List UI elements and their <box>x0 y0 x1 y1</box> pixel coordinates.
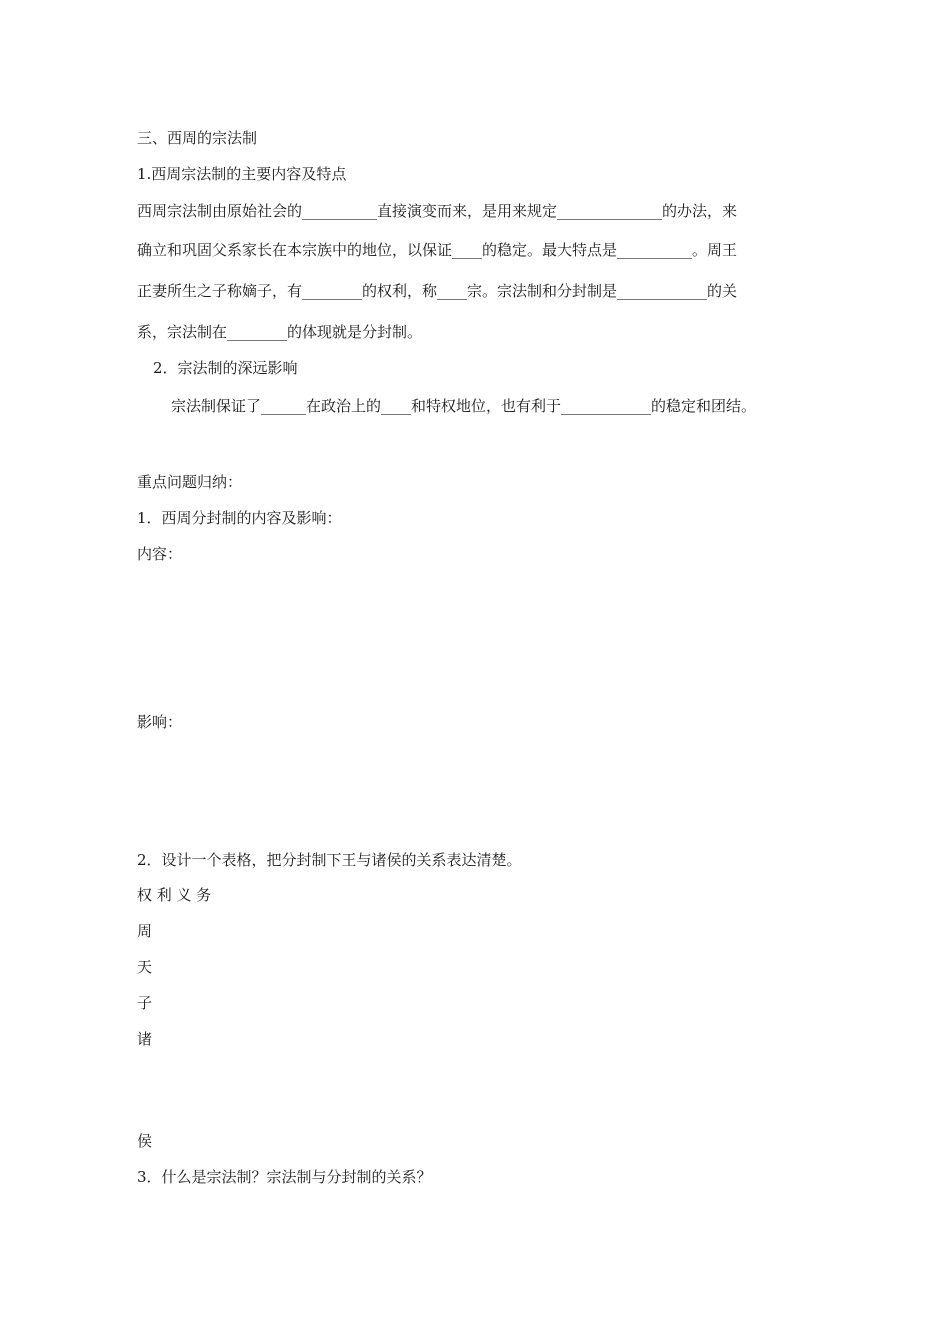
question-2: 2．设计一个表格，把分封制下王与诸侯的关系表达清楚。 <box>137 851 522 869</box>
table-row-label: 子 <box>137 994 153 1012</box>
influence-text: 宗法制保证了______在政治上的____和特权地位，也有利于____________的稳定和团结。 <box>171 397 757 415</box>
paragraph-line: 西周宗法制由原始社会的__________直接演变而来，是用来规定______________的办法，来 <box>137 202 738 220</box>
content-label: 内容： <box>137 545 183 563</box>
subheading-content-features: 1.西周宗法制的主要内容及特点 <box>137 165 347 183</box>
question-3: 3．什么是宗法制？宗法制与分封制的关系？ <box>137 1168 432 1186</box>
paragraph-line: 正妻所生之子称嫡子，有________的权利，称____宗。宗法制和分封制是____________的关 <box>137 282 738 300</box>
section-heading: 三、西周的宗法制 <box>137 129 258 147</box>
table-row-label: 侯 <box>137 1132 153 1150</box>
influence-label: 影响： <box>137 713 183 731</box>
paragraph-line: 确立和巩固父系家长在本宗族中的地位，以保证____的稳定。最大特点是__________。周王 <box>137 241 738 259</box>
question-1: 1．西周分封制的内容及影响： <box>137 509 342 527</box>
key-points-heading: 重点问题归纳： <box>137 473 243 491</box>
table-row-label: 周 <box>137 922 153 940</box>
subheading-influence: 2．宗法制的深远影响 <box>153 359 298 377</box>
table-row-label: 天 <box>137 958 153 976</box>
paragraph-line: 系，宗法制在________的体现就是分封制。 <box>137 323 423 341</box>
table-row-label: 诸 <box>137 1030 153 1048</box>
table-header: 权 利 义 务 <box>137 886 212 904</box>
